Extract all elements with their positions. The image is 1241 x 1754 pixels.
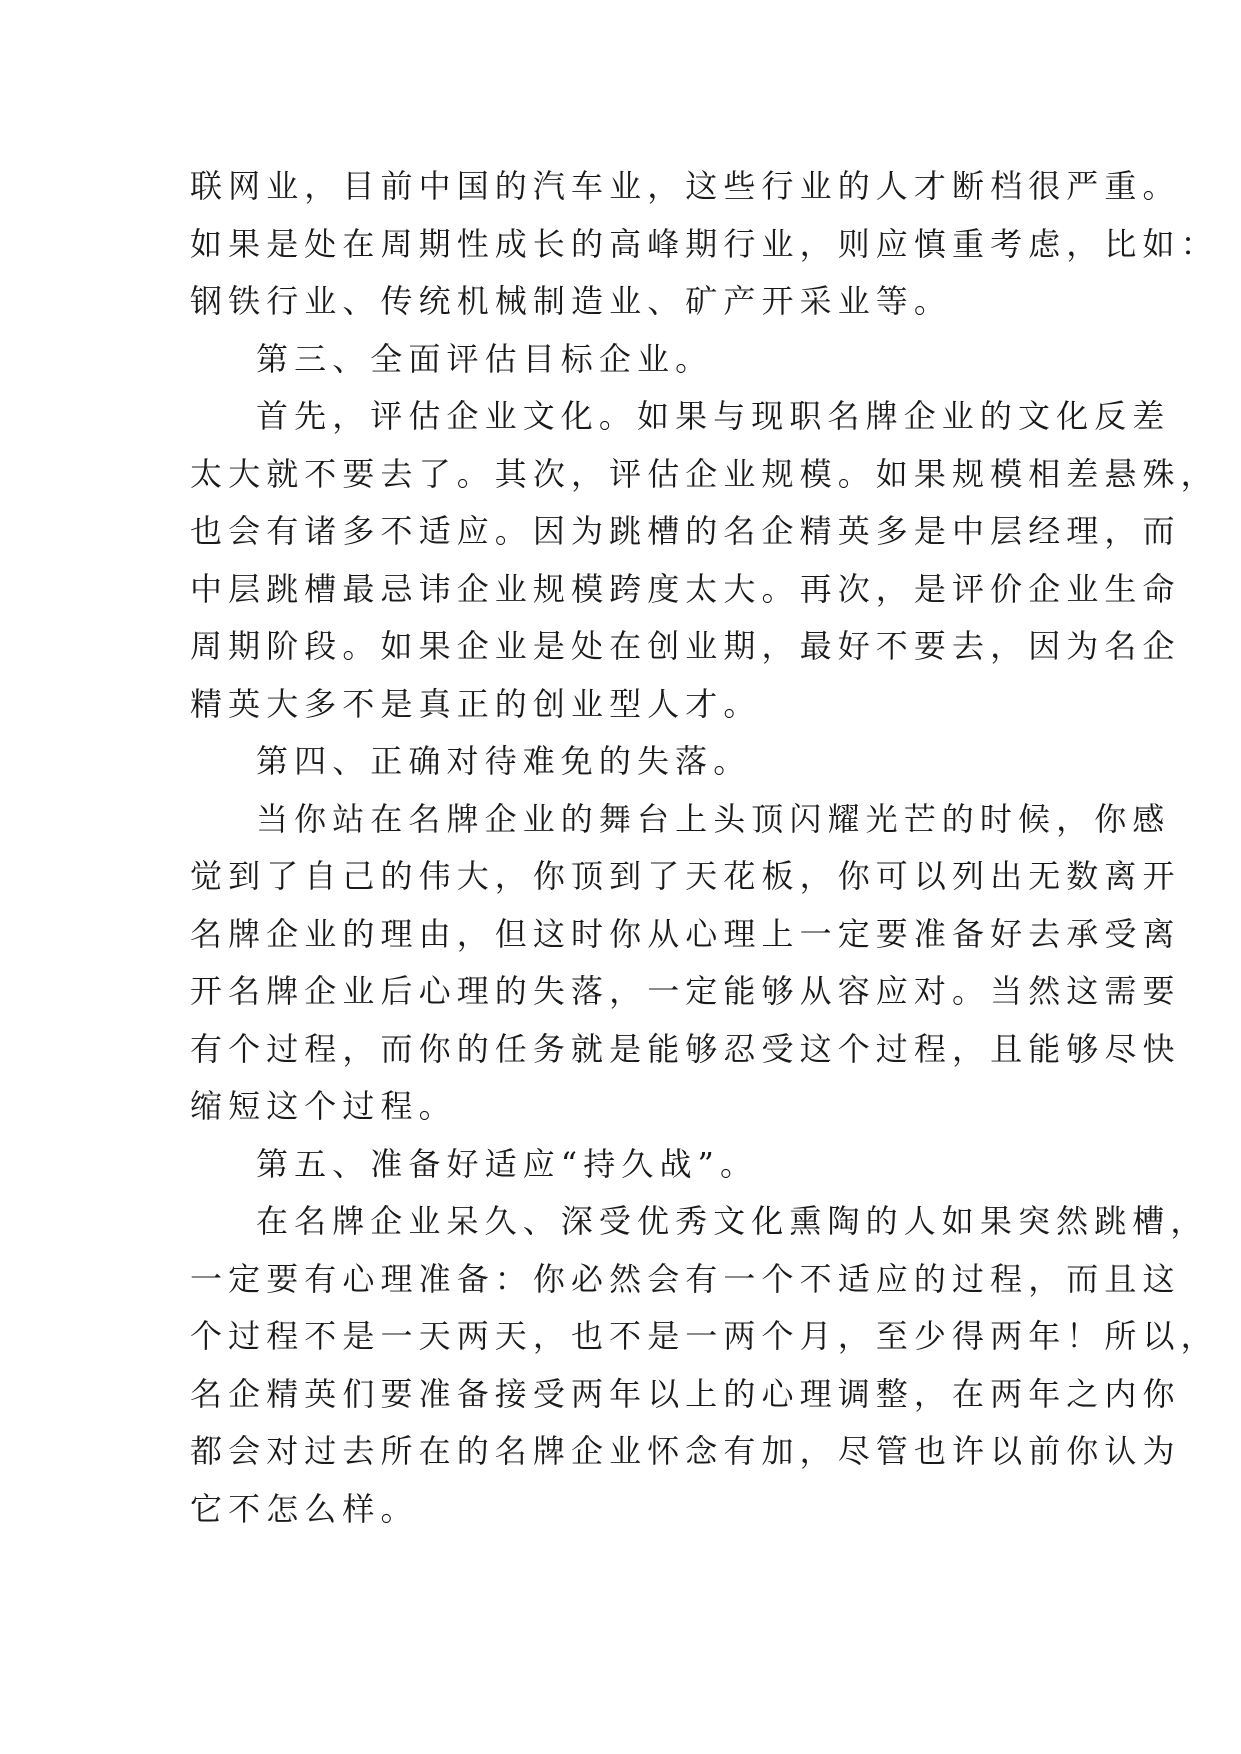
section-heading: 第四、正确对待难免的失落。 (256, 742, 752, 780)
text-line: 它不怎么样。 (190, 1489, 419, 1528)
text-line: 一定要有心理准备：你必然会有一个不适应的过程，而且这 (190, 1259, 1181, 1298)
section-heading: 第三、全面评估目标企业。 (256, 339, 714, 378)
text-line: 有个过程，而你的任务就是能够忍受这个过程，且能够尽快 (190, 1029, 1181, 1068)
text-line: 都会对过去所在的名牌企业怀念有加，尽管也许以前你认为 (190, 1432, 1181, 1470)
text-line: 太大就不要去了。其次，评估企业规模。如果规模相差悬殊， (190, 454, 1219, 493)
text-line: 联网业，目前中国的汽车业，这些行业的人才断档很严重。 (190, 167, 1181, 205)
section-heading: 第五、准备好适应“持久战”。 (256, 1144, 759, 1183)
text-line: 钢铁行业、传统机械制造业、矿产开采业等。 (190, 282, 953, 320)
text-line: 个过程不是一天两天，也不是一两个月，至少得两年！所以， (190, 1317, 1219, 1355)
text-line: 名牌企业的理由，但这时你从心理上一定要准备好去承受离 (190, 914, 1181, 953)
text-line: 周期阶段。如果企业是处在创业期，最好不要去，因为名企 (190, 627, 1181, 665)
paragraph-start: 在名牌企业呆久、深受优秀文化熏陶的人如果突然跳槽， (256, 1202, 1209, 1240)
text-line: 如果是处在周期性成长的高峰期行业，则应慎重考虑，比如： (190, 224, 1219, 263)
document-body (190, 158, 1219, 1538)
text-line: 名企精英们要准备接受两年以上的心理调整，在两年之内你 (190, 1374, 1181, 1413)
text-line: 精英大多不是真正的创业型人才。 (190, 684, 762, 723)
text-line: 开名牌企业后心理的失落，一定能够从容应对。当然这需要 (190, 972, 1181, 1010)
paragraph-start: 首先，评估企业文化。如果与现职名牌企业的文化反差 (256, 397, 1171, 435)
text-line: 缩短这个过程。 (190, 1087, 457, 1125)
text-line: 也会有诸多不适应。因为跳槽的名企精英多是中层经理，而 (190, 512, 1181, 550)
text-line: 觉到了自己的伟大，你顶到了天花板，你可以列出无数离开 (190, 857, 1181, 895)
paragraph-start: 当你站在名牌企业的舞台上头顶闪耀光芒的时候，你感 (256, 799, 1171, 838)
text-line: 中层跳槽最忌讳企业规模跨度太大。再次，是评价企业生命 (190, 569, 1181, 608)
